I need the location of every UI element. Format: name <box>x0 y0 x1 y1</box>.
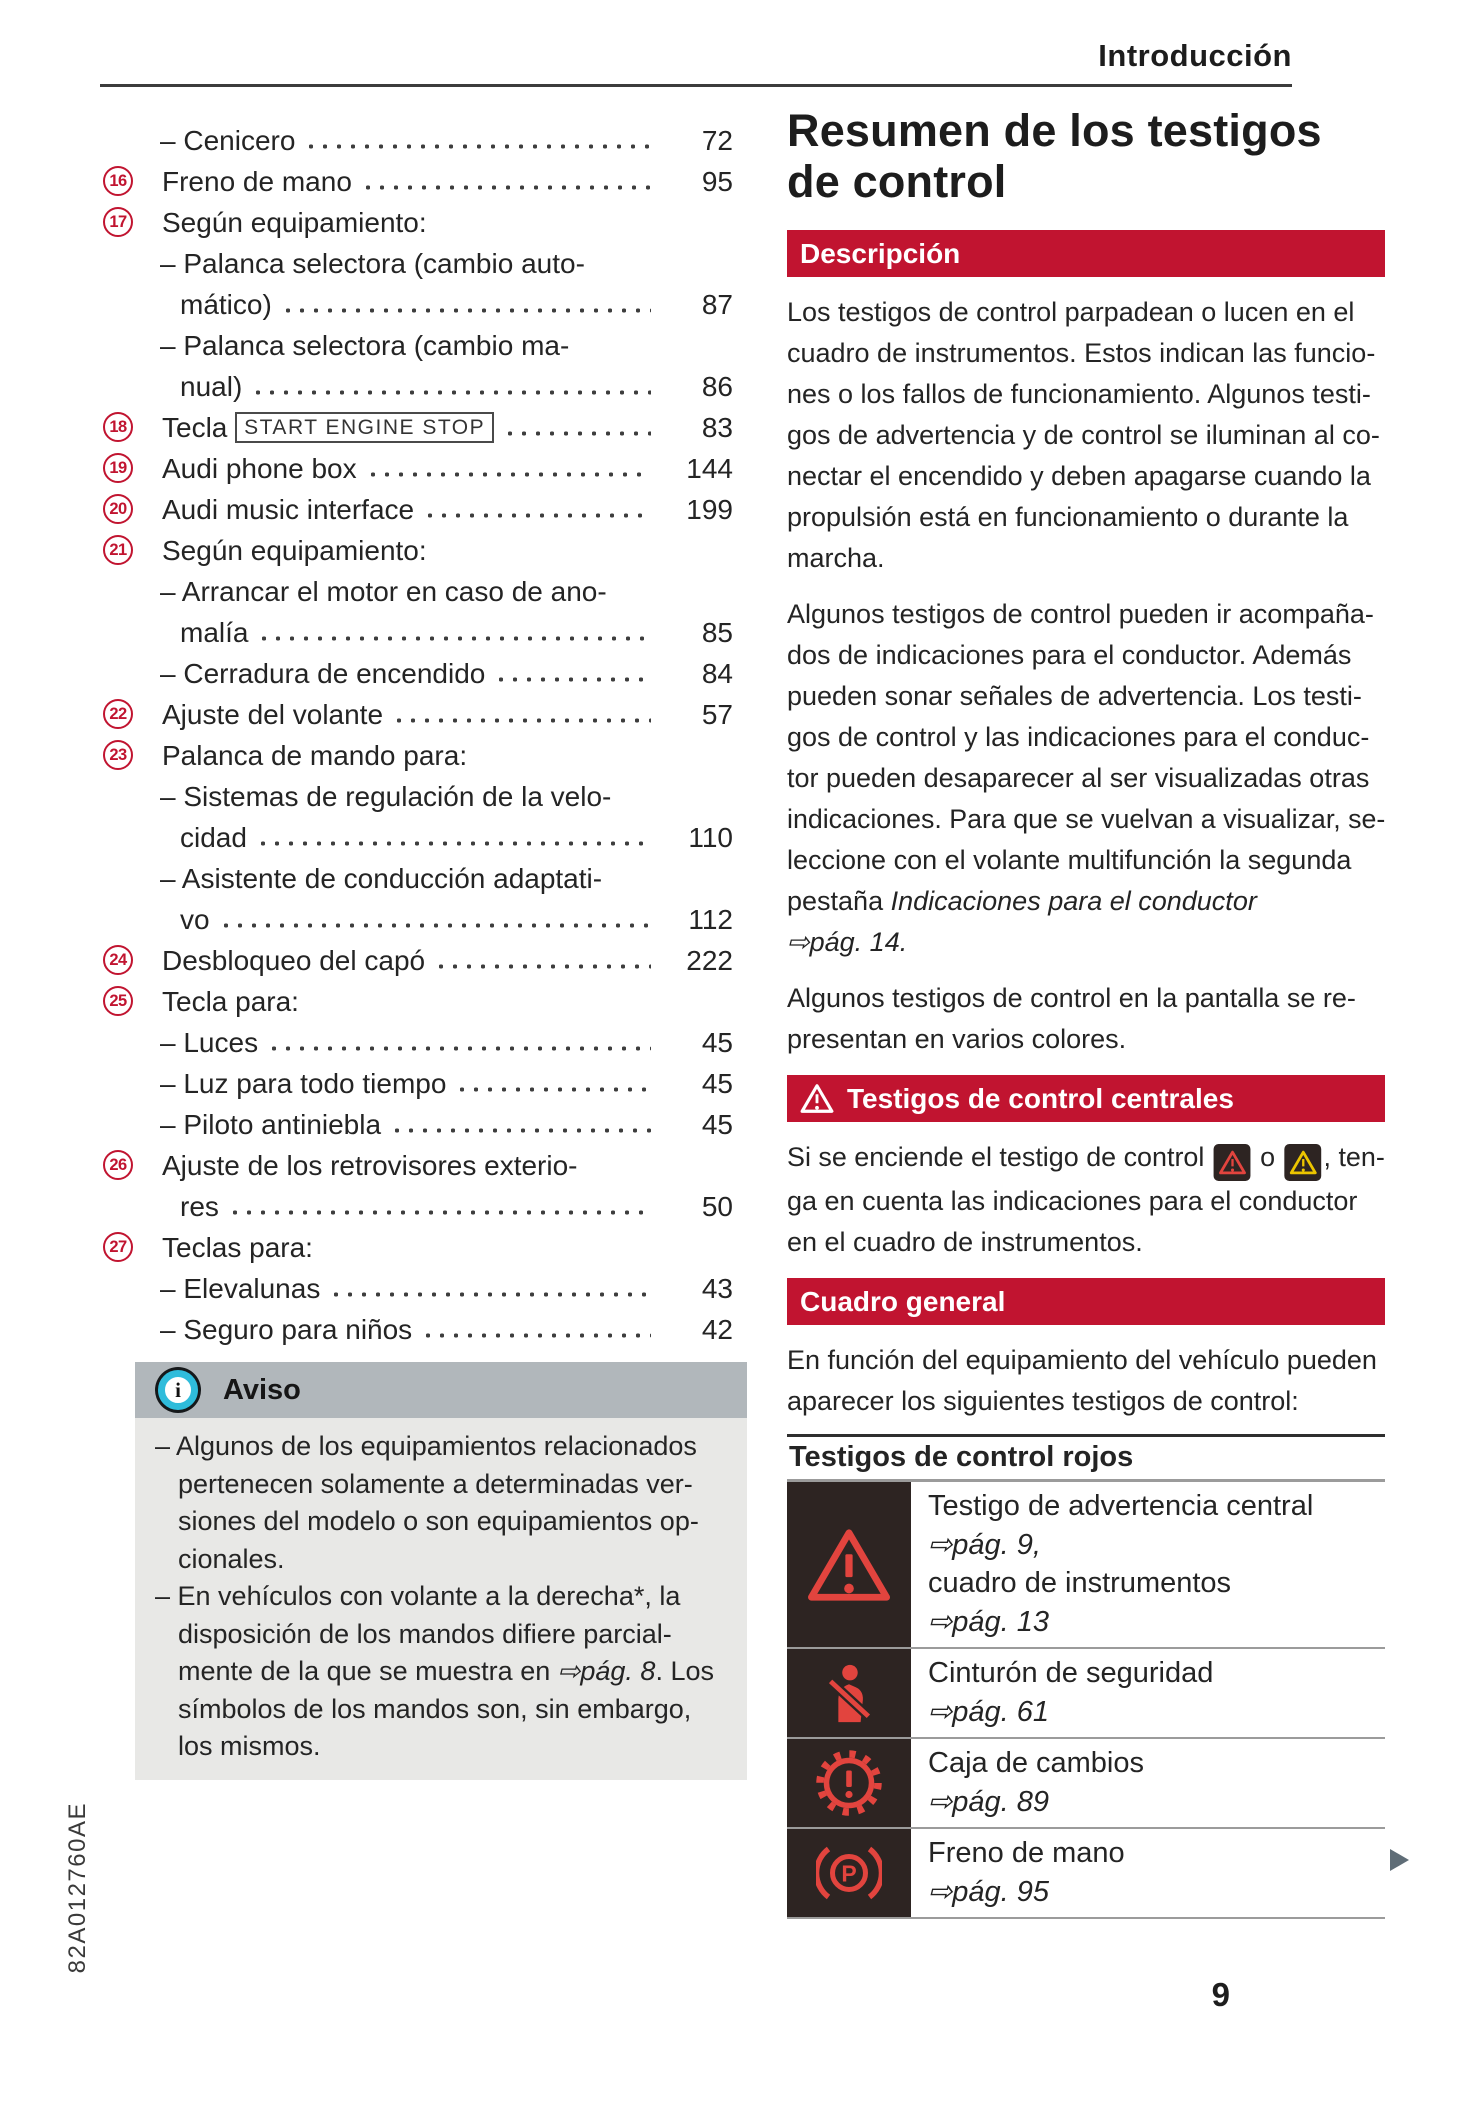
indicator-row <box>787 1482 1385 1649</box>
main-flow <box>787 230 1385 1919</box>
paragraph <box>787 292 1385 579</box>
toc-leader-dots <box>437 962 651 971</box>
toc-page-number: 110 <box>688 822 733 853</box>
toc-item-label: – Luz para todo tiempo <box>160 1068 447 1099</box>
toc-leader-dots <box>307 142 651 151</box>
indicator-icon-cell <box>787 1649 911 1737</box>
toc-page-number: 222 <box>686 945 733 976</box>
toc-item-label: Según equipamiento: <box>162 207 427 238</box>
indicator-row <box>787 1649 1385 1739</box>
text-segment: o <box>1252 1142 1283 1172</box>
indicator-row <box>787 1829 1385 1919</box>
item-number-badge: 24 <box>103 945 133 975</box>
toc-row <box>100 365 745 406</box>
aviso-line: – En vehículos con volante a la derecha*, la <box>155 1581 681 1611</box>
toc-row <box>100 1226 745 1267</box>
paragraph-line <box>787 881 1385 922</box>
toc-row <box>100 1185 745 1226</box>
aviso-line <box>178 1653 733 1691</box>
toc-leader-dots <box>424 1331 651 1340</box>
table-continuation-arrow-icon <box>1390 1849 1409 1871</box>
toc-leader-dots <box>332 1290 651 1299</box>
paragraph-line: Algunos testigos de control pueden ir acompaña- <box>787 599 1374 629</box>
item-number-badge: 26 <box>103 1150 133 1180</box>
toc-item-label: Tecla para: <box>162 986 299 1017</box>
indicator-label: cuadro de instrumentos <box>928 1567 1232 1599</box>
yellow-warning-chip-icon <box>1285 1144 1322 1181</box>
paragraph-line: leccione con el volante multifunción la segunda <box>787 845 1352 875</box>
toc-page-number: 43 <box>701 1273 733 1304</box>
paragraph-line: En función del equipamiento del vehículo pueden <box>787 1345 1377 1375</box>
item-number-badge: 21 <box>103 535 133 565</box>
toc-item-label: – Luces <box>160 1027 259 1058</box>
toc-row <box>100 611 745 652</box>
toc-item-label: cidad <box>180 822 247 853</box>
item-number-badge: 18 <box>103 412 133 442</box>
toc-item-label: Tecla START ENGINE STOP <box>162 409 494 447</box>
indicators-table <box>787 1434 1385 1919</box>
gearbox-warning-icon <box>816 1750 882 1816</box>
toc-leader-dots <box>260 634 651 643</box>
toc-leader-dots <box>458 1085 651 1094</box>
main-column <box>787 105 1385 1919</box>
info-icon: i <box>155 1367 201 1413</box>
aviso-header <box>135 1362 747 1418</box>
toc-row <box>100 242 745 283</box>
item-number-badge: 19 <box>103 453 133 483</box>
toc-item-label: – Arrancar el motor en caso de ano- <box>160 576 607 607</box>
toc-item-label: Palanca de mando para: <box>162 740 468 771</box>
paragraph-line: dos de indicaciones para el conductor. Además <box>787 640 1352 670</box>
aviso-line: cionales. <box>178 1543 285 1574</box>
indicator-row <box>787 1739 1385 1829</box>
section-banner <box>787 1075 1385 1122</box>
toc-page-number: 45 <box>701 1109 733 1140</box>
text-segment: Si se enciende el testigo de control <box>787 1142 1212 1172</box>
paragraph-line: presentan en varios colores. <box>787 1024 1127 1054</box>
toc-row <box>100 1267 745 1308</box>
header-rule <box>100 84 1292 87</box>
toc-row <box>100 1021 745 1062</box>
toc-page-number: 50 <box>701 1191 733 1222</box>
page-reference: ⇨pág. 61 <box>928 1695 1050 1728</box>
toc-item-label: – Sistemas de regulación de la velo- <box>160 781 612 812</box>
aviso-item <box>155 1578 733 1766</box>
toc-item-label: malía <box>180 617 249 648</box>
toc-row <box>100 201 745 242</box>
paragraph-line: pueden sonar señales de advertencia. Los testi- <box>787 681 1362 711</box>
aviso-body <box>135 1418 747 1780</box>
paragraph <box>787 978 1385 1060</box>
aviso-line: pertenecen solamente a determinadas ver- <box>178 1468 693 1499</box>
indicator-description <box>911 1829 1125 1917</box>
toc-page-number: 95 <box>701 166 733 197</box>
item-number-badge: 22 <box>103 699 133 729</box>
aviso-item <box>155 1428 733 1578</box>
toc-item-label: Desbloqueo del capó <box>162 945 426 976</box>
toc-item-label: – Elevalunas <box>160 1273 321 1304</box>
toc-item-label: Freno de mano <box>162 166 352 197</box>
paragraph-line <box>787 1137 1383 1181</box>
toc-list <box>100 119 745 1349</box>
item-number-badge: 23 <box>103 740 133 770</box>
toc-page-number: 42 <box>701 1314 733 1345</box>
toc-leader-dots <box>369 470 651 479</box>
toc-item-label: – Cerradura de encendido <box>160 658 486 689</box>
toc-item-label: mático) <box>180 289 272 320</box>
toc-row <box>100 324 745 365</box>
toc-row <box>100 857 745 898</box>
indicator-label: Testigo de advertencia central <box>928 1490 1314 1522</box>
toc-row <box>100 980 745 1021</box>
toc-row <box>100 1062 745 1103</box>
toc-item-label: Audi phone box <box>162 453 357 484</box>
toc-row <box>100 734 745 775</box>
red-warning-chip-icon <box>1214 1144 1251 1181</box>
paragraph-line: tor pueden desaparecer al ser visualizadas otras <box>787 763 1370 793</box>
toc-leader-dots <box>222 921 651 930</box>
doc-code: 82A012760AE <box>64 1802 91 1974</box>
toc-leader-dots <box>393 1126 651 1135</box>
toc-row <box>100 488 745 529</box>
toc-row <box>100 160 745 201</box>
paragraph-line: aparecer los siguientes testigos de control: <box>787 1386 1299 1416</box>
aviso-line: los mismos. <box>178 1731 321 1761</box>
toc-page-number: 45 <box>701 1068 733 1099</box>
toc-leader-dots <box>270 1044 651 1053</box>
toc-page-number: 199 <box>686 494 733 525</box>
toc-page-number: 85 <box>701 617 733 648</box>
toc-item-label: – Asistente de conducción adaptati- <box>160 863 603 894</box>
toc-row <box>100 693 745 734</box>
text-segment: pestaña <box>787 886 891 916</box>
paragraph-line: nectar el encendido y deben apagarse cuando la <box>787 461 1371 491</box>
indicators-table-header: Testigos de control rojos <box>787 1437 1385 1482</box>
aviso-box <box>135 1362 747 1780</box>
indicator-label: Caja de cambios <box>928 1747 1144 1779</box>
toc-row <box>100 939 745 980</box>
toc-row <box>100 1103 745 1144</box>
page-reference: ⇨pág. 13 <box>928 1605 1050 1638</box>
toc-item-label: – Cenicero <box>160 125 296 156</box>
text-segment: Indicaciones para el conductor <box>890 886 1257 916</box>
paragraph-line: en el cuadro de instrumentos. <box>787 1227 1143 1257</box>
toc-item-label: – Piloto antiniebla <box>160 1109 382 1140</box>
toc-row <box>100 1144 745 1185</box>
toc-leader-dots <box>506 429 651 438</box>
aviso-line: siones del modelo o son equipamientos op- <box>178 1506 699 1536</box>
item-number-badge: 20 <box>103 494 133 524</box>
section-banner <box>787 1278 1385 1325</box>
paragraph-line <box>787 922 1385 963</box>
paragraph-line: gos de advertencia y de control se iluminan al co- <box>787 420 1380 450</box>
section-header: Introducción <box>1098 38 1292 73</box>
indicator-description <box>911 1649 1213 1737</box>
indicator-icon-cell <box>787 1482 911 1647</box>
toc-item-label: – Palanca selectora (cambio auto- <box>160 248 585 279</box>
paragraph-line: marcha. <box>787 543 885 573</box>
parking-brake-icon <box>816 1842 882 1904</box>
toc-leader-dots <box>426 511 651 520</box>
indicator-icon-cell <box>787 1739 911 1827</box>
toc-page-number: 57 <box>701 699 733 730</box>
page-reference: ⇨pág. 89 <box>928 1785 1050 1818</box>
page-title: Resumen de los testigos de control <box>787 105 1322 207</box>
aviso-line: disposición de los mandos difiere parcial- <box>178 1618 672 1649</box>
text-segment: ⇨pág. 8 <box>557 1656 656 1686</box>
indicator-description <box>911 1482 1313 1647</box>
toc-page-number: 83 <box>701 412 733 443</box>
page-number: 9 <box>1211 1976 1230 2013</box>
paragraph-line: cuadro de instrumentos. Estos indican las funcio- <box>787 338 1376 368</box>
toc-leader-dots <box>259 839 651 848</box>
toc-item-label: Ajuste del volante <box>162 699 384 730</box>
page-reference: ⇨pág. 9, <box>928 1528 1041 1561</box>
toc-page-number: 112 <box>688 904 733 935</box>
section-banner-label: Descripción <box>800 237 961 269</box>
paragraph-line: propulsión está en funcionamiento o durante la <box>787 502 1349 532</box>
toc-row <box>100 775 745 816</box>
indicator-label: Freno de mano <box>928 1837 1125 1869</box>
item-number-badge: 17 <box>103 207 133 237</box>
toc-item-label: res <box>180 1191 219 1222</box>
central-warning-icon <box>806 1526 892 1604</box>
toc-leader-dots <box>364 183 651 192</box>
toc-item-label: Teclas para: <box>162 1232 313 1263</box>
toc-item-label: vo <box>180 904 210 935</box>
toc-leader-dots <box>254 388 651 397</box>
text-segment: . Los <box>655 1656 714 1686</box>
toc-leader-dots <box>231 1208 651 1217</box>
toc-leader-dots <box>284 306 651 315</box>
text-segment: ⇨pág. 14. <box>787 927 908 957</box>
toc-page-number: 72 <box>701 125 733 156</box>
aviso-line: símbolos de los mandos son, sin embargo, <box>178 1693 692 1724</box>
seatbelt-icon <box>818 1662 880 1724</box>
text-segment: mente de la que se muestra en <box>178 1656 558 1686</box>
toc-item-label: Ajuste de los retrovisores exterio- <box>162 1150 578 1181</box>
toc-item-label: – Seguro para niños <box>160 1314 413 1345</box>
indicator-description <box>911 1739 1144 1827</box>
toc-row <box>100 898 745 939</box>
aviso-line: – Algunos de los equipamientos relacionados <box>155 1431 697 1461</box>
aviso-title: Aviso <box>223 1373 301 1406</box>
toc-page-number: 45 <box>701 1027 733 1058</box>
paragraph <box>787 1137 1385 1263</box>
section-banner-label: Testigos de control centrales <box>847 1082 1234 1114</box>
start-engine-stop-keycap: START ENGINE STOP <box>235 412 494 443</box>
item-number-badge: 25 <box>103 986 133 1016</box>
paragraph-line: ga en cuenta las indicaciones para el conductor <box>787 1186 1358 1216</box>
toc-page-number: 84 <box>701 658 733 689</box>
toc-row <box>100 283 745 324</box>
toc-item-label: – Palanca selectora (cambio ma- <box>160 330 570 361</box>
toc-row <box>100 570 745 611</box>
toc-row <box>100 406 745 447</box>
section-banner <box>787 230 1385 277</box>
paragraph <box>787 1340 1385 1422</box>
item-number-badge: 27 <box>103 1232 133 1262</box>
toc-leader-dots <box>497 675 651 684</box>
indicator-label: Cinturón de seguridad <box>928 1657 1214 1689</box>
toc-leader-dots <box>395 716 651 725</box>
paragraph-line: indicaciones. Para que se vuelvan a visualizar, se- <box>787 804 1386 834</box>
toc-item-label: Audi music interface <box>162 494 415 525</box>
toc-item-label: Según equipamiento: <box>162 535 427 566</box>
toc-page-number: 87 <box>701 289 733 320</box>
paragraph-line: gos de control y las indicaciones para el conduc- <box>787 722 1370 752</box>
item-number-badge: 16 <box>103 166 133 196</box>
svg-text:P: P <box>841 1860 857 1887</box>
toc-row <box>100 1308 745 1349</box>
page-reference: ⇨pág. 95 <box>928 1875 1050 1908</box>
paragraph <box>787 594 1385 963</box>
toc-page-number: 144 <box>686 453 733 484</box>
text-segment: , ten- <box>1323 1142 1385 1172</box>
toc-row <box>100 119 745 160</box>
paragraph-line: nes o los fallos de funcionamiento. Algunos testi- <box>787 379 1371 409</box>
warning-triangle-icon <box>800 1083 834 1114</box>
toc-row <box>100 652 745 693</box>
section-banner-label: Cuadro general <box>800 1285 1006 1317</box>
indicator-icon-cell <box>787 1829 911 1917</box>
toc-row <box>100 529 745 570</box>
paragraph-line: Algunos testigos de control en la pantalla se re- <box>787 983 1356 1013</box>
toc-row <box>100 447 745 488</box>
toc-page-number: 86 <box>701 371 733 402</box>
toc-item-label: nual) <box>180 371 243 402</box>
paragraph-line: Los testigos de control parpadean o lucen en el <box>787 297 1355 327</box>
toc-row <box>100 816 745 857</box>
